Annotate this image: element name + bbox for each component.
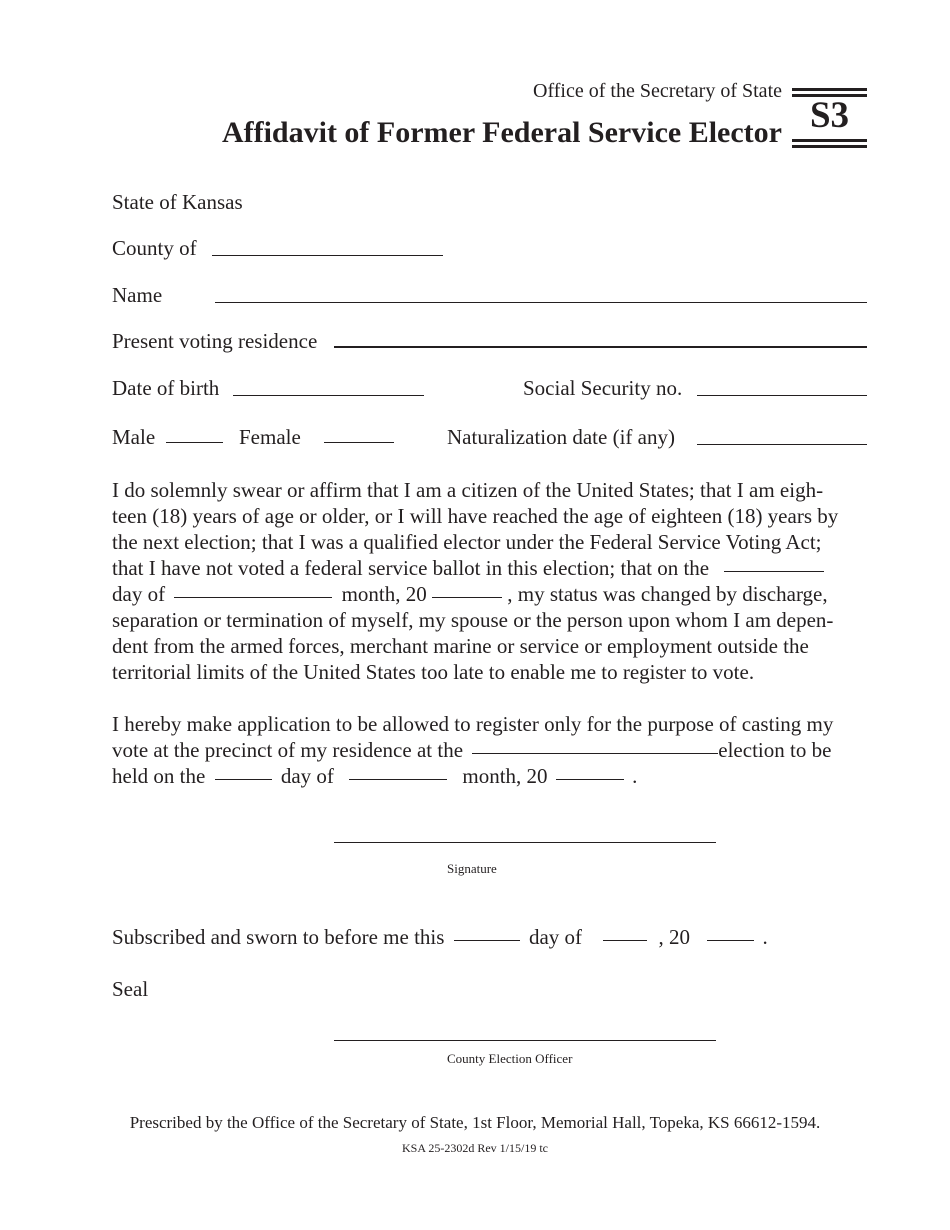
- oath-line: teen (18) years of age or older, or I will have reached the age of eighteen (18) years by: [112, 504, 839, 528]
- oath-line: [112, 581, 872, 607]
- ssn-field[interactable]: [697, 395, 867, 396]
- election-month-field[interactable]: [349, 779, 447, 780]
- oath-text: that I have not voted a federal service ballot in this election; that on the: [112, 556, 710, 580]
- election-year-field[interactable]: [556, 779, 624, 780]
- officer-signature-line[interactable]: [334, 1040, 716, 1041]
- oath-day-field[interactable]: [724, 571, 824, 572]
- ssn-label: Social Security no.: [523, 376, 683, 400]
- name-field[interactable]: [215, 302, 867, 303]
- sworn-year-field[interactable]: [707, 940, 754, 941]
- sworn-month-field[interactable]: [603, 940, 647, 941]
- residence-field[interactable]: [334, 346, 867, 348]
- county-field[interactable]: [212, 255, 443, 256]
- oath-paragraph: [112, 477, 872, 685]
- female-field[interactable]: [324, 442, 394, 443]
- oath-text: day of: [112, 582, 166, 606]
- male-label: Male: [112, 425, 156, 449]
- residence-label: Present voting residence: [112, 329, 318, 353]
- sworn-text: day of: [528, 925, 583, 949]
- male-field[interactable]: [166, 442, 223, 443]
- form-code: S3: [809, 95, 850, 136]
- office-name: Office of the Secretary of State: [533, 80, 782, 102]
- oath-text: , my status was changed by discharge,: [507, 582, 828, 606]
- oath-line: I do solemnly swear or affirm that I am a citizen of the United States; that I am eigh-: [112, 478, 824, 502]
- oath-line: [112, 555, 872, 581]
- state-label: State of Kansas: [112, 190, 243, 214]
- oath-line: territorial limits of the United States too late to enable me to register to vote.: [112, 660, 755, 684]
- county-label: County of: [112, 236, 197, 260]
- application-text: vote at the precinct of my residence at the: [112, 738, 464, 762]
- sworn-day-field[interactable]: [454, 940, 520, 941]
- oath-line: the next election; that I was a qualified elector under the Federal Service Voting Act;: [112, 530, 822, 554]
- naturalization-label: Naturalization date (if any): [447, 425, 675, 449]
- application-text: month, 20: [462, 764, 548, 788]
- application-line: [112, 763, 872, 789]
- name-label: Name: [112, 283, 163, 307]
- oath-month-field[interactable]: [174, 597, 332, 598]
- application-text: day of: [280, 764, 334, 788]
- form-title: Affidavit of Former Federal Service Elector: [221, 116, 782, 149]
- officer-label: County Election Officer: [447, 1051, 573, 1066]
- application-text: held on the: [112, 764, 206, 788]
- female-label: Female: [239, 425, 301, 449]
- oath-line: dent from the armed forces, merchant marine or service or employment outside the: [112, 634, 809, 658]
- election-name-field[interactable]: [472, 753, 718, 754]
- sworn-text: .: [762, 925, 768, 949]
- oath-year-field[interactable]: [432, 597, 502, 598]
- application-line: [112, 737, 872, 763]
- signature-label: Signature: [447, 861, 497, 876]
- statute-footer: KSA 25-2302d Rev 1/15/19 tc: [402, 1141, 548, 1155]
- seal-label: Seal: [112, 977, 149, 1001]
- application-paragraph: [112, 711, 872, 789]
- application-line: I hereby make application to be allowed to register only for the purpose of casting my: [112, 712, 834, 736]
- sworn-text: Subscribed and sworn to before me this: [112, 925, 445, 949]
- signature-line[interactable]: [334, 842, 716, 843]
- application-text: .: [632, 764, 638, 788]
- dob-field[interactable]: [233, 395, 424, 396]
- naturalization-field[interactable]: [697, 444, 867, 445]
- sworn-text: , 20: [658, 925, 691, 949]
- prescribed-footer: Prescribed by the Office of the Secretary of State, 1st Floor, Memorial Hall, Topeka, KS 66612-1594.: [129, 1113, 821, 1132]
- form-code-badge: [792, 88, 867, 150]
- oath-text: month, 20: [341, 582, 427, 606]
- sworn-line: [112, 925, 768, 949]
- application-text: election to be: [718, 738, 832, 762]
- oath-line: separation or termination of myself, my spouse or the person upon whom I am depen-: [112, 608, 834, 632]
- dob-label: Date of birth: [112, 376, 220, 400]
- election-day-field[interactable]: [215, 779, 272, 780]
